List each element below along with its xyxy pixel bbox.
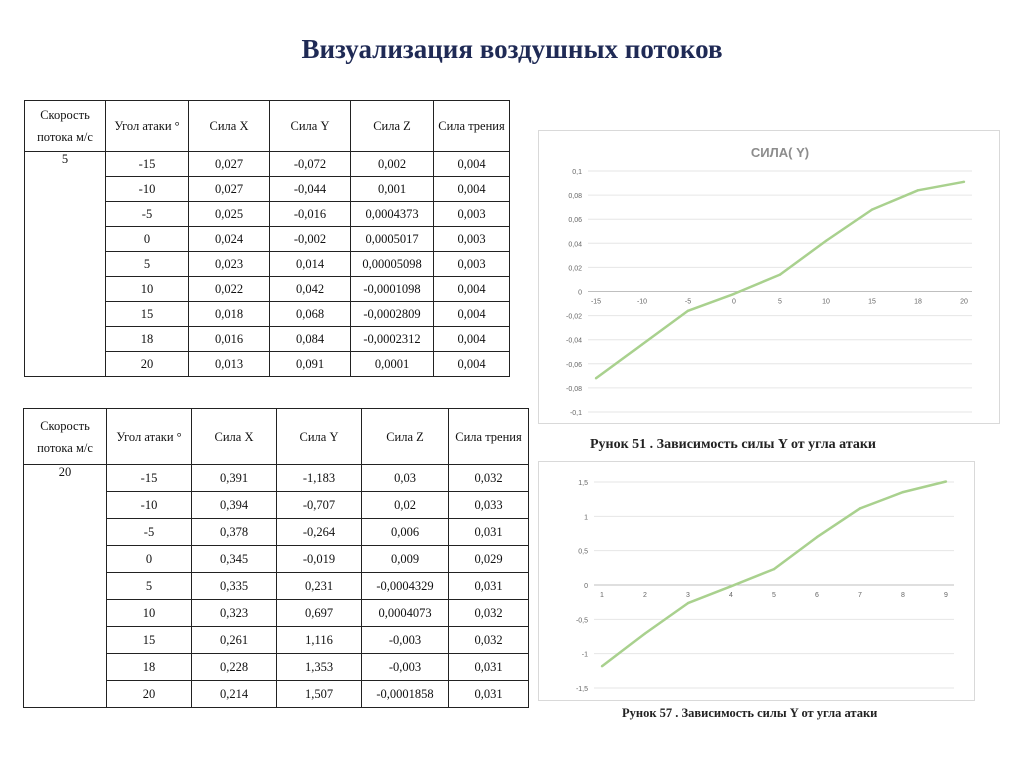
table-cell: 0,014 <box>270 252 351 277</box>
table-cell: 0,003 <box>434 252 510 277</box>
table-cell: 5 <box>106 252 189 277</box>
header-speed: Скорость потока м/с <box>25 101 106 152</box>
header-force-y: Сила Y <box>270 101 351 152</box>
table-cell: -0,707 <box>277 492 362 519</box>
figure-caption-51: Рунок 51 . Зависимость силы Y от угла атаки <box>590 437 876 452</box>
y-tick-label: 0,08 <box>568 193 582 201</box>
table-cell: 0,00005098 <box>351 252 434 277</box>
x-tick-label: 2 <box>643 592 647 599</box>
table-cell: 0,0004373 <box>351 202 434 227</box>
y-tick-label: 0,02 <box>568 265 582 273</box>
table-cell: 18 <box>107 654 192 681</box>
table-cell: 0,022 <box>189 277 270 302</box>
table-cell: 15 <box>106 302 189 327</box>
table-cell: 0,697 <box>277 600 362 627</box>
y-tick-label: -0,02 <box>566 313 582 321</box>
table-cell: -0,044 <box>270 177 351 202</box>
chart-title: СИЛА( Y) <box>750 145 810 160</box>
y-tick-label: -0,08 <box>566 385 582 393</box>
y-tick-label: -0,06 <box>566 361 582 369</box>
table-cell: -0,003 <box>362 654 449 681</box>
speed-cell: 5 <box>25 152 106 377</box>
table-cell: 0,004 <box>434 327 510 352</box>
y-tick-label: 0 <box>584 583 588 590</box>
table-cell: 0,018 <box>189 302 270 327</box>
table-cell: 0,084 <box>270 327 351 352</box>
x-tick-label: 5 <box>772 592 776 599</box>
table-cell: 0,042 <box>270 277 351 302</box>
x-tick-label: 8 <box>901 592 905 599</box>
table-cell: -0,264 <box>277 519 362 546</box>
table-cell: 10 <box>107 600 192 627</box>
table-row <box>25 152 510 177</box>
table-cell: -0,0001858 <box>362 681 449 708</box>
table-cell: 0,003 <box>434 227 510 252</box>
x-tick-label: 3 <box>686 592 690 599</box>
table-cell: 0,006 <box>362 519 449 546</box>
table-cell: -0,072 <box>270 152 351 177</box>
table-cell: 0,261 <box>192 627 277 654</box>
y-tick-label: -0,1 <box>569 410 582 417</box>
data-point <box>825 240 827 242</box>
table-cell: 0,03 <box>362 465 449 492</box>
force-y-chart-1-svg <box>539 131 999 423</box>
y-tick-label: -0,04 <box>566 337 582 345</box>
x-tick-label: 10 <box>822 298 830 306</box>
figure-caption-57: Рунок 57 . Зависимость силы Y от угла атаки <box>622 706 878 720</box>
data-point <box>816 536 818 538</box>
table-cell: 0,031 <box>449 519 529 546</box>
speed-cell: 20 <box>24 465 107 708</box>
y-tick-label: 1,5 <box>578 480 588 487</box>
table-cell: -10 <box>106 177 189 202</box>
force-y-chart-2 <box>538 461 975 701</box>
x-tick-label: 5 <box>778 298 782 306</box>
table-cell: 0,004 <box>434 152 510 177</box>
table-cell: 0,027 <box>189 177 270 202</box>
table-cell: 0,323 <box>192 600 277 627</box>
y-tick-label: -1 <box>581 651 588 659</box>
table-cell: -0,003 <box>362 627 449 654</box>
force-y-chart-2-svg <box>539 462 974 700</box>
force-y-series-line <box>596 182 964 378</box>
table-cell: 0,001 <box>351 177 434 202</box>
header-force-z: Сила Z <box>362 409 449 465</box>
header-angle: Угол атаки ° <box>107 409 192 465</box>
x-tick-label: 6 <box>815 592 819 599</box>
table-cell: -0,0002312 <box>351 327 434 352</box>
header-friction: Сила трения <box>434 101 510 152</box>
header-angle: Угол атаки ° <box>106 101 189 152</box>
table-cell: -10 <box>107 492 192 519</box>
table-cell: 0,024 <box>189 227 270 252</box>
y-tick-label: 0,1 <box>572 169 582 176</box>
table-cell: 0,335 <box>192 573 277 600</box>
forces-table-speed-20 <box>23 408 529 708</box>
y-tick-label: -0,5 <box>575 617 588 625</box>
table-cell: 0,391 <box>192 465 277 492</box>
table-cell: 0,004 <box>434 352 510 377</box>
table-cell: 0,228 <box>192 654 277 681</box>
table-cell: 0,091 <box>270 352 351 377</box>
data-point <box>687 310 689 312</box>
table-cell: 0,0001 <box>351 352 434 377</box>
header-force-y: Сила Y <box>277 409 362 465</box>
y-tick-label: 0,06 <box>568 217 582 225</box>
y-tick-label: 0,04 <box>568 241 582 249</box>
table-row <box>24 465 529 492</box>
table-cell: 0,004 <box>434 177 510 202</box>
forces-table-speed-5 <box>24 100 510 377</box>
table-cell: -5 <box>106 202 189 227</box>
table-cell: 0,004 <box>434 277 510 302</box>
table-cell: 0,345 <box>192 546 277 573</box>
table-cell: 0,027 <box>189 152 270 177</box>
data-point <box>917 189 919 191</box>
table-cell: -0,019 <box>277 546 362 573</box>
data-point <box>871 208 873 210</box>
y-tick-label: -1,5 <box>575 686 588 693</box>
table-cell: 0,003 <box>434 202 510 227</box>
header-force-x: Сила X <box>192 409 277 465</box>
data-point <box>902 491 904 493</box>
data-point <box>601 665 603 667</box>
data-point <box>963 181 965 183</box>
table-cell: 0,0005017 <box>351 227 434 252</box>
table-cell: 15 <box>107 627 192 654</box>
header-force-z: Сила Z <box>351 101 434 152</box>
x-tick-label: 7 <box>858 592 862 599</box>
table-header-row <box>25 101 510 152</box>
table-cell: 20 <box>107 681 192 708</box>
table-cell: 1,507 <box>277 681 362 708</box>
x-tick-label: 4 <box>729 592 733 599</box>
data-point <box>687 602 689 604</box>
table-cell: 1,353 <box>277 654 362 681</box>
x-tick-label: 15 <box>868 298 876 306</box>
table-cell: 0,009 <box>362 546 449 573</box>
y-tick-label: 0,5 <box>578 548 588 556</box>
table-cell: 0,002 <box>351 152 434 177</box>
table-cell: 0 <box>107 546 192 573</box>
table-cell: 10 <box>106 277 189 302</box>
x-tick-label: 0 <box>732 298 736 306</box>
table-cell: 0,013 <box>189 352 270 377</box>
y-tick-label: 1 <box>584 514 588 522</box>
table-cell: -15 <box>107 465 192 492</box>
data-point <box>733 293 735 295</box>
y-tick-label: 0 <box>578 289 582 297</box>
table-cell: 0,029 <box>449 546 529 573</box>
data-point <box>595 377 597 379</box>
table-cell: 0,031 <box>449 681 529 708</box>
table-cell: 0,032 <box>449 465 529 492</box>
table-cell: 0,031 <box>449 573 529 600</box>
table-cell: 0,031 <box>449 654 529 681</box>
table-header-row <box>24 409 529 465</box>
table-cell: 5 <box>107 573 192 600</box>
force-y-chart-1 <box>538 130 1000 424</box>
table-cell: 0,033 <box>449 492 529 519</box>
header-speed: Скорость потока м/с <box>24 409 107 465</box>
table-cell: 0,068 <box>270 302 351 327</box>
table-cell: 0,032 <box>449 627 529 654</box>
data-point <box>779 273 781 275</box>
table-cell: 0,02 <box>362 492 449 519</box>
table-cell: -0,002 <box>270 227 351 252</box>
data-point <box>644 632 646 634</box>
page-title: Визуализация воздушных потоков <box>301 34 723 64</box>
data-point <box>859 507 861 509</box>
table-cell: 0,231 <box>277 573 362 600</box>
x-tick-label: 20 <box>960 298 968 306</box>
table-cell: 0,0004073 <box>362 600 449 627</box>
table-cell: 20 <box>106 352 189 377</box>
table-cell: -0,0004329 <box>362 573 449 600</box>
data-point <box>945 480 947 482</box>
table-cell: 0,016 <box>189 327 270 352</box>
table-cell: -5 <box>107 519 192 546</box>
x-tick-label: 18 <box>914 298 922 306</box>
table-cell: -0,0002809 <box>351 302 434 327</box>
x-tick-label: -10 <box>636 298 648 306</box>
table-cell: 0,004 <box>434 302 510 327</box>
table-cell: 0,214 <box>192 681 277 708</box>
table-cell: -0,016 <box>270 202 351 227</box>
table-cell: 0,025 <box>189 202 270 227</box>
table-cell: 1,116 <box>277 627 362 654</box>
table-cell: 18 <box>106 327 189 352</box>
data-point <box>641 343 643 345</box>
x-tick-label: -15 <box>590 298 602 306</box>
table-cell: 0 <box>106 227 189 252</box>
table-cell: 0,023 <box>189 252 270 277</box>
table-cell: -15 <box>106 152 189 177</box>
table-cell: -1,183 <box>277 465 362 492</box>
header-friction: Сила трения <box>449 409 529 465</box>
x-tick-label: 1 <box>600 592 604 599</box>
header-force-x: Сила X <box>189 101 270 152</box>
table-cell: 0,394 <box>192 492 277 519</box>
x-tick-label: -5 <box>684 298 692 306</box>
table-cell: 0,378 <box>192 519 277 546</box>
table-cell: -0,0001098 <box>351 277 434 302</box>
table-cell: 0,032 <box>449 600 529 627</box>
data-point <box>730 585 732 587</box>
data-point <box>773 568 775 570</box>
x-tick-label: 9 <box>944 592 948 599</box>
force-y-series-line <box>602 482 946 667</box>
